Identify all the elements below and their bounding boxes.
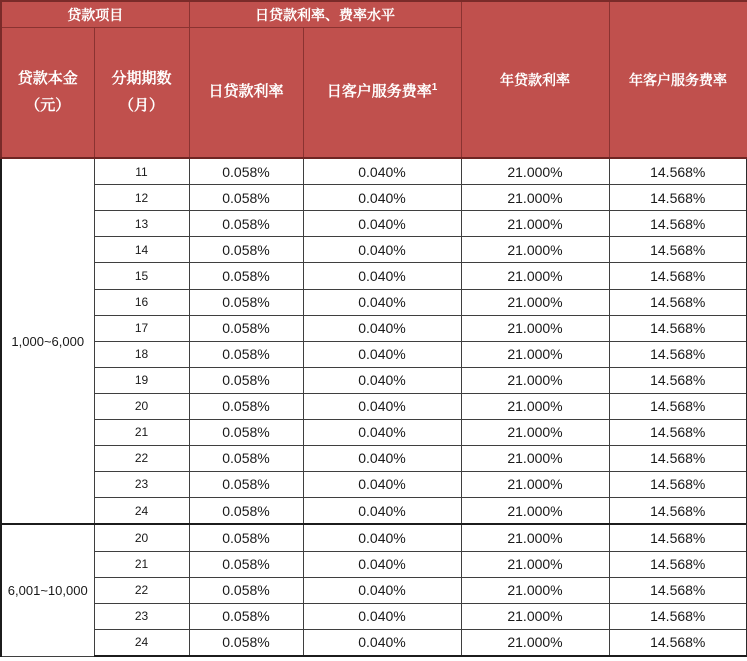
daily-rate-cell: 0.058% [189,289,303,315]
annual-rate-cell: 21.000% [461,471,609,497]
annual-rate-cell: 21.000% [461,497,609,524]
annual-rate-cell: 21.000% [461,445,609,471]
annual-service-fee-cell: 14.568% [609,577,747,603]
header-periods [94,28,189,159]
daily-service-fee-cell: 0.040% [303,419,461,445]
table-row [1,603,747,629]
annual-rate-cell: 21.000% [461,263,609,289]
table-row [1,524,747,551]
annual-rate-cell: 21.000% [461,289,609,315]
annual-service-fee-cell: 14.568% [609,524,747,551]
daily-rate-cell: 0.058% [189,393,303,419]
header-periods-line1: 分期期数 [111,70,172,88]
daily-service-fee-cell: 0.040% [303,445,461,471]
daily-service-fee-cell: 0.040% [303,289,461,315]
table-row [1,551,747,577]
table-row [1,497,747,524]
annual-rate-cell: 21.000% [461,185,609,211]
table-row [1,367,747,393]
table-row [1,185,747,211]
annual-service-fee-cell: 14.568% [609,419,747,445]
principal-cell: 1,000~6,000 [1,158,94,524]
daily-service-fee-cell: 0.040% [303,577,461,603]
daily-rate-cell: 0.058% [189,263,303,289]
table-body [1,158,747,656]
daily-rate-cell: 0.058% [189,471,303,497]
daily-service-fee-cell: 0.040% [303,524,461,551]
annual-rate-cell: 21.000% [461,629,609,656]
daily-service-fee-cell: 0.040% [303,211,461,237]
daily-service-fee-cell: 0.040% [303,471,461,497]
table-row [1,237,747,263]
period-cell: 12 [94,185,189,211]
daily-rate-cell: 0.058% [189,367,303,393]
daily-service-fee-superscript: 1 [431,82,438,94]
daily-rate-cell: 0.058% [189,237,303,263]
daily-rate-cell: 0.058% [189,315,303,341]
annual-rate-cell: 21.000% [461,315,609,341]
annual-service-fee-cell: 14.568% [609,551,747,577]
period-cell: 23 [94,603,189,629]
daily-service-fee-cell: 0.040% [303,629,461,656]
annual-service-fee-cell: 14.568% [609,315,747,341]
annual-service-fee-cell: 14.568% [609,289,747,315]
annual-rate-cell: 21.000% [461,419,609,445]
period-cell: 14 [94,237,189,263]
annual-rate-cell: 21.000% [461,158,609,185]
period-cell: 17 [94,315,189,341]
annual-service-fee-cell: 14.568% [609,211,747,237]
daily-rate-cell: 0.058% [189,158,303,185]
header-daily-rate-level: 日贷款利率、费率水平 [189,1,461,28]
annual-service-fee-cell: 14.568% [609,603,747,629]
annual-rate-cell: 21.000% [461,367,609,393]
annual-rate-cell: 21.000% [461,211,609,237]
annual-rate-cell: 21.000% [461,603,609,629]
table-row [1,289,747,315]
annual-service-fee-cell: 14.568% [609,393,747,419]
header-principal-line1: 贷款本金 [17,70,78,88]
header-principal-line2: （元） [25,96,71,114]
header-daily-loan-rate: 日贷款利率 [189,28,303,159]
table-row [1,629,747,656]
daily-service-fee-cell: 0.040% [303,393,461,419]
period-cell: 24 [94,497,189,524]
table-row [1,471,747,497]
header-principal [1,28,94,159]
period-cell: 15 [94,263,189,289]
daily-service-fee-cell: 0.040% [303,341,461,367]
header-group-row [1,1,747,28]
annual-service-fee-cell: 14.568% [609,445,747,471]
daily-service-fee-cell: 0.040% [303,185,461,211]
period-cell: 13 [94,211,189,237]
annual-service-fee-cell: 14.568% [609,367,747,393]
table-row [1,158,747,185]
daily-rate-cell: 0.058% [189,211,303,237]
daily-service-fee-cell: 0.040% [303,263,461,289]
table-header [1,1,747,158]
table-row [1,445,747,471]
daily-service-fee-cell: 0.040% [303,367,461,393]
period-cell: 20 [94,393,189,419]
annual-rate-cell: 21.000% [461,237,609,263]
daily-service-fee-cell: 0.040% [303,551,461,577]
principal-cell: 6,001~10,000 [1,524,94,656]
annual-service-fee-cell: 14.568% [609,237,747,263]
daily-rate-cell: 0.058% [189,185,303,211]
annual-rate-cell: 21.000% [461,393,609,419]
period-cell: 11 [94,158,189,185]
table-row [1,577,747,603]
daily-rate-cell: 0.058% [189,577,303,603]
period-cell: 19 [94,367,189,393]
header-daily-service-fee [303,28,461,159]
table-row [1,211,747,237]
daily-service-fee-cell: 0.040% [303,237,461,263]
table-row [1,341,747,367]
header-daily-service-fee-label: 日客户服务费率 [326,83,432,101]
annual-service-fee-cell: 14.568% [609,185,747,211]
daily-service-fee-cell: 0.040% [303,315,461,341]
daily-rate-cell: 0.058% [189,445,303,471]
daily-rate-cell: 0.058% [189,497,303,524]
period-cell: 18 [94,341,189,367]
annual-service-fee-cell: 14.568% [609,629,747,656]
period-cell: 24 [94,629,189,656]
table-row [1,315,747,341]
annual-rate-cell: 21.000% [461,524,609,551]
daily-service-fee-cell: 0.040% [303,497,461,524]
daily-rate-cell: 0.058% [189,524,303,551]
period-cell: 20 [94,524,189,551]
annual-rate-cell: 21.000% [461,551,609,577]
daily-rate-cell: 0.058% [189,341,303,367]
period-cell: 23 [94,471,189,497]
table-row [1,419,747,445]
period-cell: 22 [94,445,189,471]
period-cell: 16 [94,289,189,315]
period-cell: 21 [94,551,189,577]
daily-service-fee-cell: 0.040% [303,158,461,185]
annual-service-fee-cell: 14.568% [609,497,747,524]
annual-service-fee-cell: 14.568% [609,341,747,367]
header-annual-service-fee: 年客户服务费率 [609,1,747,158]
annual-service-fee-cell: 14.568% [609,158,747,185]
annual-service-fee-cell: 14.568% [609,263,747,289]
annual-service-fee-cell: 14.568% [609,471,747,497]
daily-rate-cell: 0.058% [189,419,303,445]
period-cell: 22 [94,577,189,603]
header-periods-line2: （月） [118,96,164,114]
daily-rate-cell: 0.058% [189,629,303,656]
table-row [1,263,747,289]
annual-rate-cell: 21.000% [461,341,609,367]
daily-service-fee-cell: 0.040% [303,603,461,629]
daily-rate-cell: 0.058% [189,603,303,629]
annual-rate-cell: 21.000% [461,577,609,603]
header-annual-loan-rate: 年贷款利率 [461,1,609,158]
table-row [1,393,747,419]
header-loan-project: 贷款项目 [1,1,189,28]
period-cell: 21 [94,419,189,445]
daily-rate-cell: 0.058% [189,551,303,577]
